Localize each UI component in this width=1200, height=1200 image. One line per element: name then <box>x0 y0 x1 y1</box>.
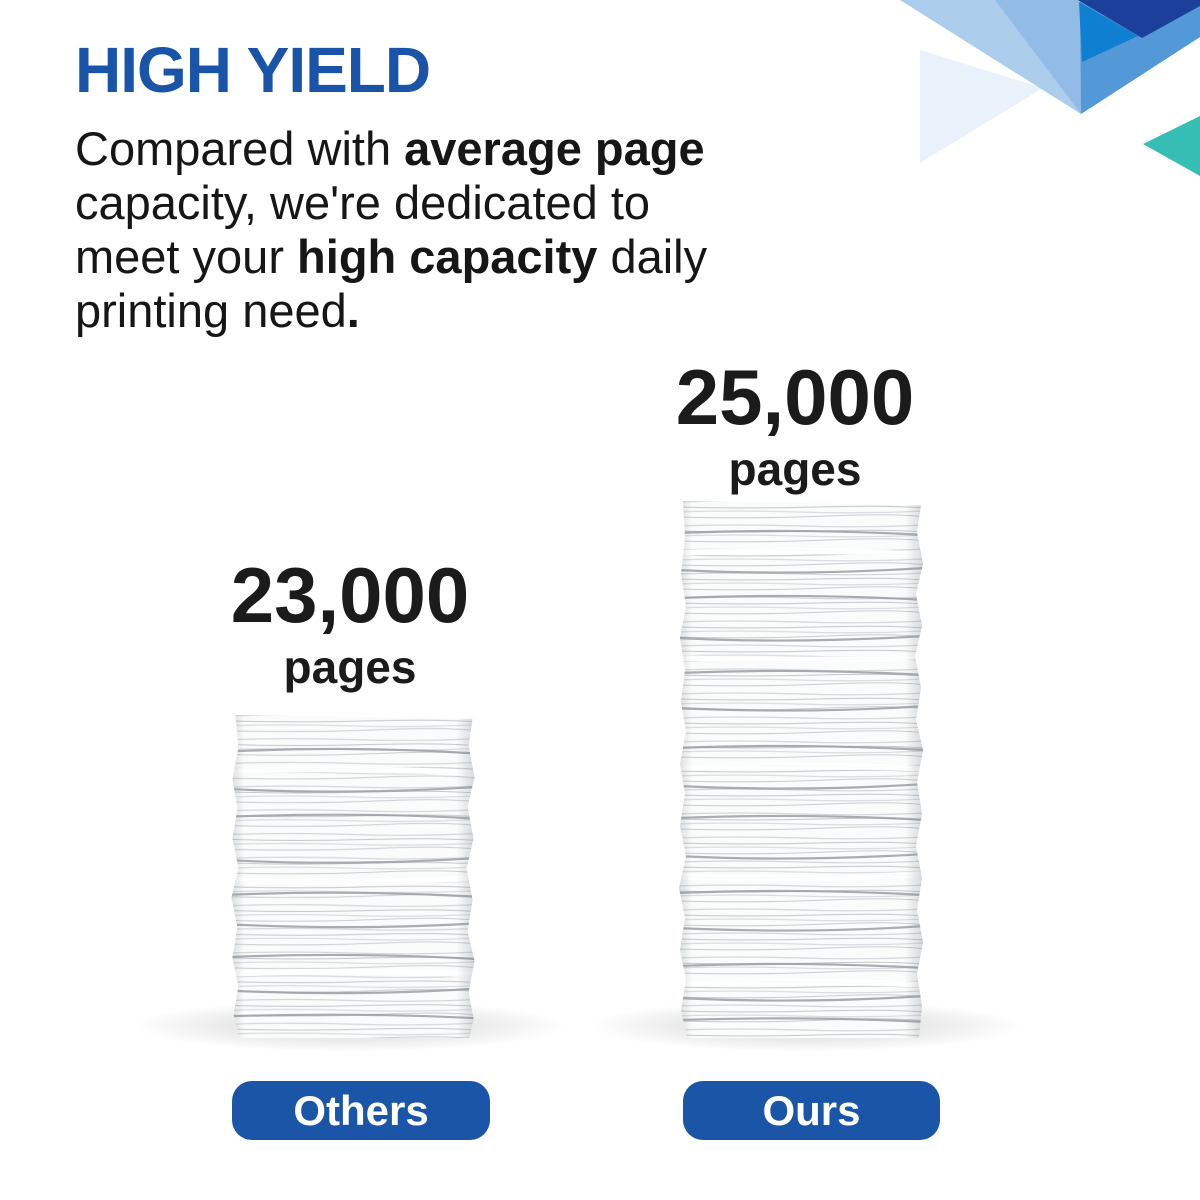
others-button[interactable]: Others <box>232 1081 490 1140</box>
ours-value: 25,000 <box>675 353 915 441</box>
intro-line: printing need. <box>75 284 360 337</box>
ours-paper-stack-image <box>677 498 925 1038</box>
ours-value-block <box>645 353 945 495</box>
others-paper-stack-image <box>228 712 478 1038</box>
intro-line: Compared with average page <box>75 122 705 175</box>
others-value-block <box>200 551 500 693</box>
ours-unit: pages <box>728 443 862 495</box>
page-title: HIGH YIELD <box>75 34 431 106</box>
corner-triangles-decoration <box>890 0 1200 190</box>
others-unit: pages <box>283 641 417 693</box>
intro-text <box>75 122 795 338</box>
others-value: 23,000 <box>230 551 470 639</box>
intro-line: capacity, we're dedicated to <box>75 176 651 229</box>
ours-button[interactable]: Ours <box>683 1081 940 1140</box>
intro-line: meet your high capacity daily <box>75 230 708 283</box>
